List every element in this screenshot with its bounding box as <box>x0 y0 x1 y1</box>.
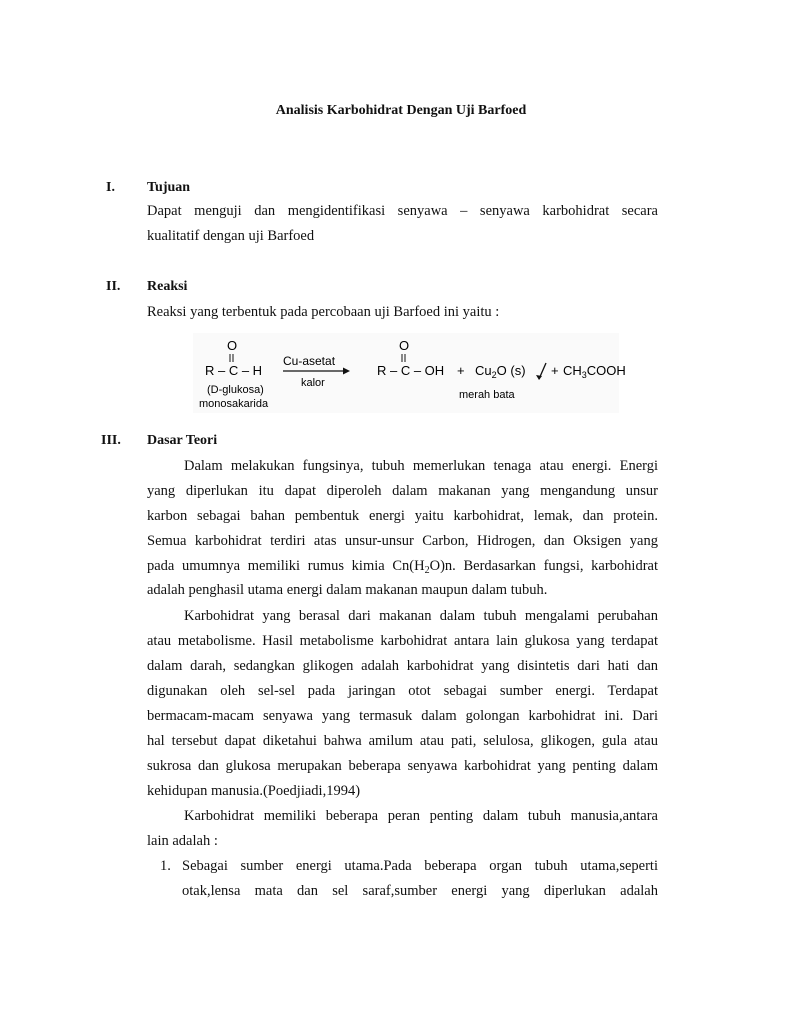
reactant-type: monosakarida <box>199 398 269 410</box>
reactant-oxygen-label: O <box>227 338 238 353</box>
product-cu2o-formula: $Cu_2O$ (s) <box>475 363 526 380</box>
reaksi-intro: Reaksi yang terbentuk pada percobaan uji Barfoed ini yaitu : <box>147 304 500 320</box>
precipitate-note: merah bata <box>459 389 515 401</box>
list-item-line: otak,lensa mata dan sel saraf,sumber energi yang diperlukan adalah <box>182 883 658 899</box>
paragraph-line: bermacam-macam senyawa yang termasuk dalam golongan karbohidrat ini. Dari <box>147 708 658 724</box>
paragraph-line: adalah penghasil utama energi dalam makanan maupun dalam tubuh. <box>147 582 548 598</box>
list-item-number: 1. <box>160 858 171 874</box>
paragraph-line: sukrosa dan glukosa merupakan beberapa senyawa karbohidrat yang penting dalam <box>147 758 658 774</box>
paragraph-line: Semua karbohidrat terdiri atas unsur-unsur Carbon, Hidrogen, dan Oksigen yang <box>147 533 658 549</box>
section-number-reaksi: II. <box>106 279 121 294</box>
paragraph-line: kehidupan manusia.(Poedjiadi,1994) <box>147 783 361 799</box>
list-item-line: Sebagai sumber energi utama.Pada beberapa organ tubuh utama,seperti <box>182 858 658 874</box>
plus-sign: + <box>457 363 465 378</box>
reaction-equation-svg <box>193 333 626 413</box>
paragraph-line: hal tersebut dapat diketahui bahwa amilum atau pati, selulosa, glikogen, gula atau <box>147 733 658 749</box>
plus-sign: + <box>551 363 559 378</box>
reaction-equation-figure <box>193 333 626 413</box>
paragraph-line: dalam darah, sedangkan glikogen adalah karbohidrat yang disintetis dari hati dan <box>147 658 658 674</box>
product-acid-formula: R – C – OH <box>377 363 445 378</box>
document-title: Analisis Karbohidrat Dengan Uji Barfoed <box>275 103 527 118</box>
paragraph-line: yang diperlukan itu dapat diperoleh dalam makanan yang mengandung unsur <box>147 483 658 499</box>
paragraph-line: Dalam melakukan fungsinya, tubuh memerlukan tenaga atau energi. Energi <box>184 458 658 474</box>
reagent-label: Cu-asetat <box>283 354 336 368</box>
reactant-name: (D-glukosa) <box>207 384 264 396</box>
paragraph-line: Karbohidrat memiliki beberapa peran penting dalam tubuh manusia,antara <box>184 808 658 824</box>
paragraph-line: lain adalah : <box>147 833 218 849</box>
paragraph-line: atau metabolisme. Hasil metabolisme karbohidrat antara lain glukosa yang terdapat <box>147 633 658 649</box>
section-heading-dasar-teori: Dasar Teori <box>147 433 218 448</box>
paragraph-line: Karbohidrat yang berasal dari makanan dalam tubuh mengalami perubahan <box>184 608 658 624</box>
section-number-tujuan: I. <box>106 180 115 195</box>
tujuan-line: Dapat menguji dan mengidentifikasi senyawa – senyawa karbohidrat secara <box>147 203 658 219</box>
section-heading-reaksi: Reaksi <box>147 279 188 294</box>
section-number-dasar-teori: III. <box>101 433 121 448</box>
paragraph-line: karbon sebagai bahan pembentuk energi yaitu karbohidrat, lemak, dan protein. <box>147 508 658 524</box>
section-heading-tujuan: Tujuan <box>147 180 191 195</box>
paragraph-line: digunakan oleh sel-sel pada jaringan otot sebagai sumber energi. Terdapat <box>147 683 658 699</box>
product-oxygen-label: O <box>399 338 410 353</box>
condition-label: kalor <box>301 377 325 389</box>
reactant-formula: R – C – H <box>205 363 263 378</box>
paragraph-line-formula: pada umumnya memiliki rumus kimia $Cn(H_2O)n$. Berdasarkan fungsi, karbohidrat <box>147 558 658 576</box>
product-acetic-acid-formula: $CH_3COOH$ <box>563 363 626 380</box>
tujuan-line: kualitatif dengan uji Barfoed <box>147 228 315 244</box>
